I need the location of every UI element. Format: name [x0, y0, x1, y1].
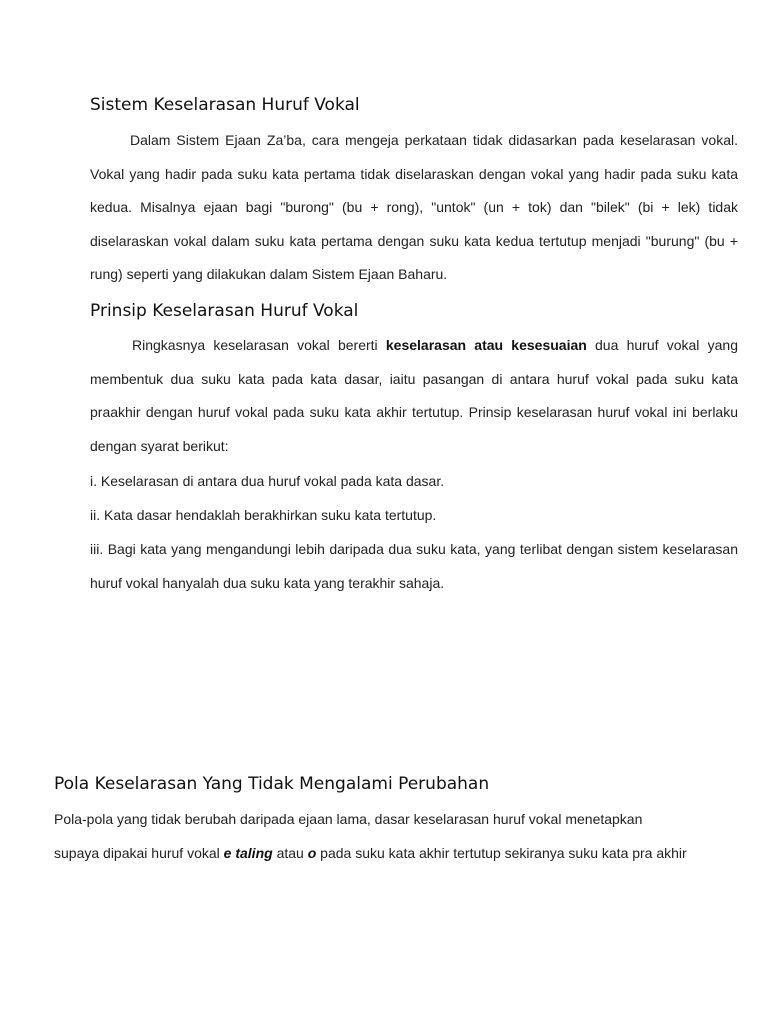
paragraph-sistem: Dalam Sistem Ejaan Za’ba, cara mengeja perkataan tidak didasarkan pada keselarasan vokal. Vokal yang hadir pada suku kata pertama tidak diselaraskan dengan vokal yang hadir pada suku kata kedua. Misalnya ejaan bagi "burong" (bu + rong), "untok" (un + tok) dan "bilek" (bi + lek) tidak diselaraskan vokal dalam suku kata pertama dengan suku kata kedua tertutup menjadi "burung" (bu + rung) seperti yang dilakukan dalam Sistem Ejaan Baharu. [90, 132, 738, 283]
list-item-3: iii. Bagi kata yang mengandungi lebih daripada dua suku kata, yang terlibat dengan sistem keselarasan huruf vokal hanyalah dua suku kata yang terakhir sahaja. [90, 541, 738, 591]
pola-emphasis-e-taling: e taling [223, 845, 273, 861]
pola-text-c: pada suku kata akhir tertutup sekiranya suku kata pra akhir [316, 845, 687, 861]
section-heading-sistem: Sistem Keselarasan Huruf Vokal [90, 95, 360, 115]
section-heading-pola: Pola Keselarasan Yang Tidak Mengalami Perubahan [54, 774, 490, 794]
paragraph-pola-line-1: Pola-pola yang tidak berubah daripada ejaan lama, dasar keselarasan huruf vokal menetapkan [54, 811, 643, 827]
paragraph-pola-line-2 [54, 843, 687, 863]
paragraph-prinsip-text-a: Ringkasnya keselarasan vokal bererti [132, 337, 386, 353]
paragraph-prinsip-text-b: dua huruf vokal yang membentuk dua suku kata pada kata dasar, iaitu pasangan di antara huruf vokal pada suku kata praakhir dengan huruf vokal pada suku kata akhir tertutup. Prinsip keselarasan huruf vokal ini berlaku dengan syarat berikut: [90, 337, 738, 454]
pola-text-b: atau [272, 845, 308, 861]
pola-text-a: supaya dipakai huruf vokal [54, 845, 224, 861]
list-item-1: i. Keselarasan di antara dua huruf vokal pada kata dasar. [90, 473, 445, 489]
paragraph-prinsip-bold: keselarasan atau kesesuaian [385, 337, 587, 353]
list-item-2: ii. Kata dasar hendaklah berakhirkan suku kata tertutup. [90, 507, 437, 523]
paragraph-prinsip [90, 329, 738, 463]
section-heading-prinsip: Prinsip Keselarasan Huruf Vokal [90, 301, 359, 321]
pola-emphasis-o: o [307, 845, 317, 861]
